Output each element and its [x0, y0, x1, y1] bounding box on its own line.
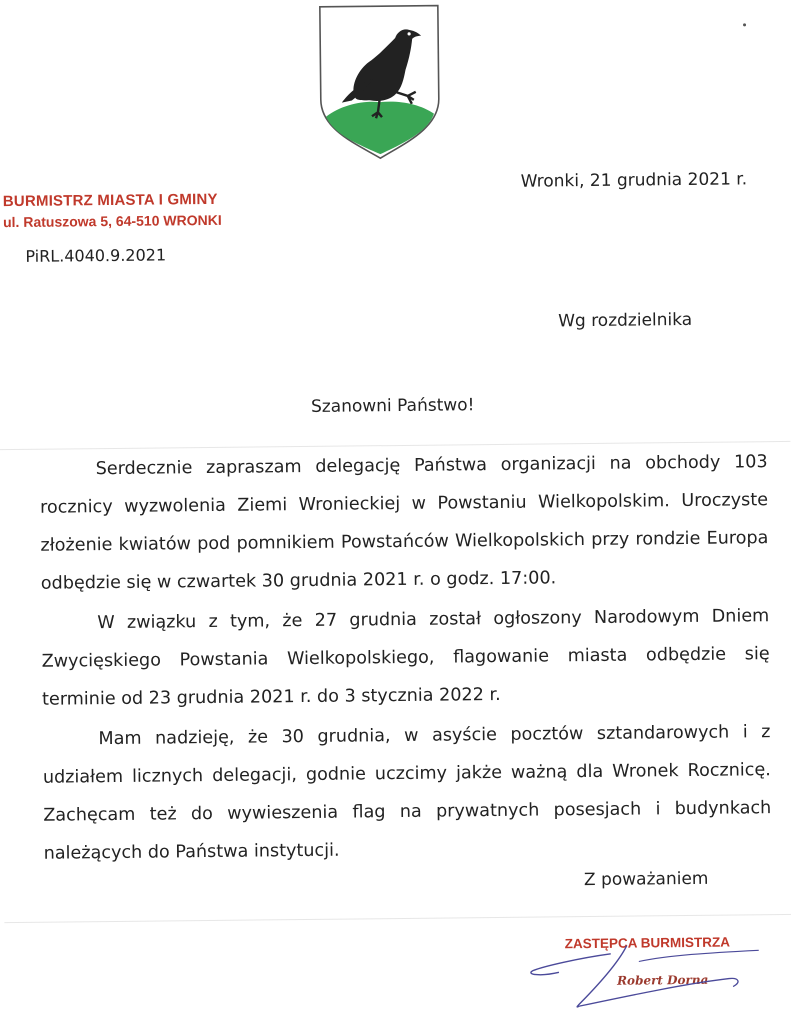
sender-address: ul. Ratuszowa 5, 64-510 WRONKI — [2, 211, 222, 231]
sender-title: BURMISTRZ MIASTA I GMINY — [2, 190, 218, 211]
body-paragraph-3: Mam nadzieję, że 30 grudnia, w asyście pocztów sztandarowych i z udziałem licznych delegacji, godnie uczcimy jakże ważną dla Wronek Rocznicę. Zachęcam też do wywieszenia flag na prywatnych posesjach i budynkach należących do Państwa instytucji. — [42, 722, 772, 864]
recipient: Wg rozdzielnika — [558, 309, 693, 332]
reference-number: PiRL.4040.9.2021 — [25, 245, 167, 266]
salutation: Szanowni Państwo! — [310, 395, 475, 417]
signature-stamp — [519, 930, 790, 1013]
speck — [743, 23, 746, 26]
stamp-name: Robert Dorna — [616, 972, 709, 988]
body-paragraph-1: Serdecznie zapraszam delegację Państwa organizacji na obchody 103 rocznicy wyzwolenia Ziemi Wronieckiej w Powstaniu Wielkopolskim. Uroczyste złożenie kwiatów pod pomnikiem Powstańców Wielkopolskich przy rondzie Europa odbędzie się w czwartek 30 grudnia 2021 r. o godz. 17:00. — [39, 452, 769, 594]
fold-line — [4, 914, 791, 923]
closing: Z poważaniem — [583, 868, 709, 891]
letter-body — [39, 443, 771, 875]
coat-of-arms-crest — [317, 4, 443, 161]
stamp-title: ZASTĘPCA BURMISTRZA — [564, 934, 730, 952]
letter-date: Wronki, 21 grudnia 2021 r. — [520, 169, 748, 192]
body-paragraph-2: W związku z tym, że 27 grudnia został ogłoszony Narodowym Dniem Zwycięskiego Powstania Wielkopolskiego, flagowanie miasta odbędzie się terminie od 23 grudnia 2021 r. do 3 stycznia 2022 r. — [41, 606, 770, 710]
handwritten-signature — [519, 930, 790, 1013]
sender-block — [3, 191, 222, 230]
